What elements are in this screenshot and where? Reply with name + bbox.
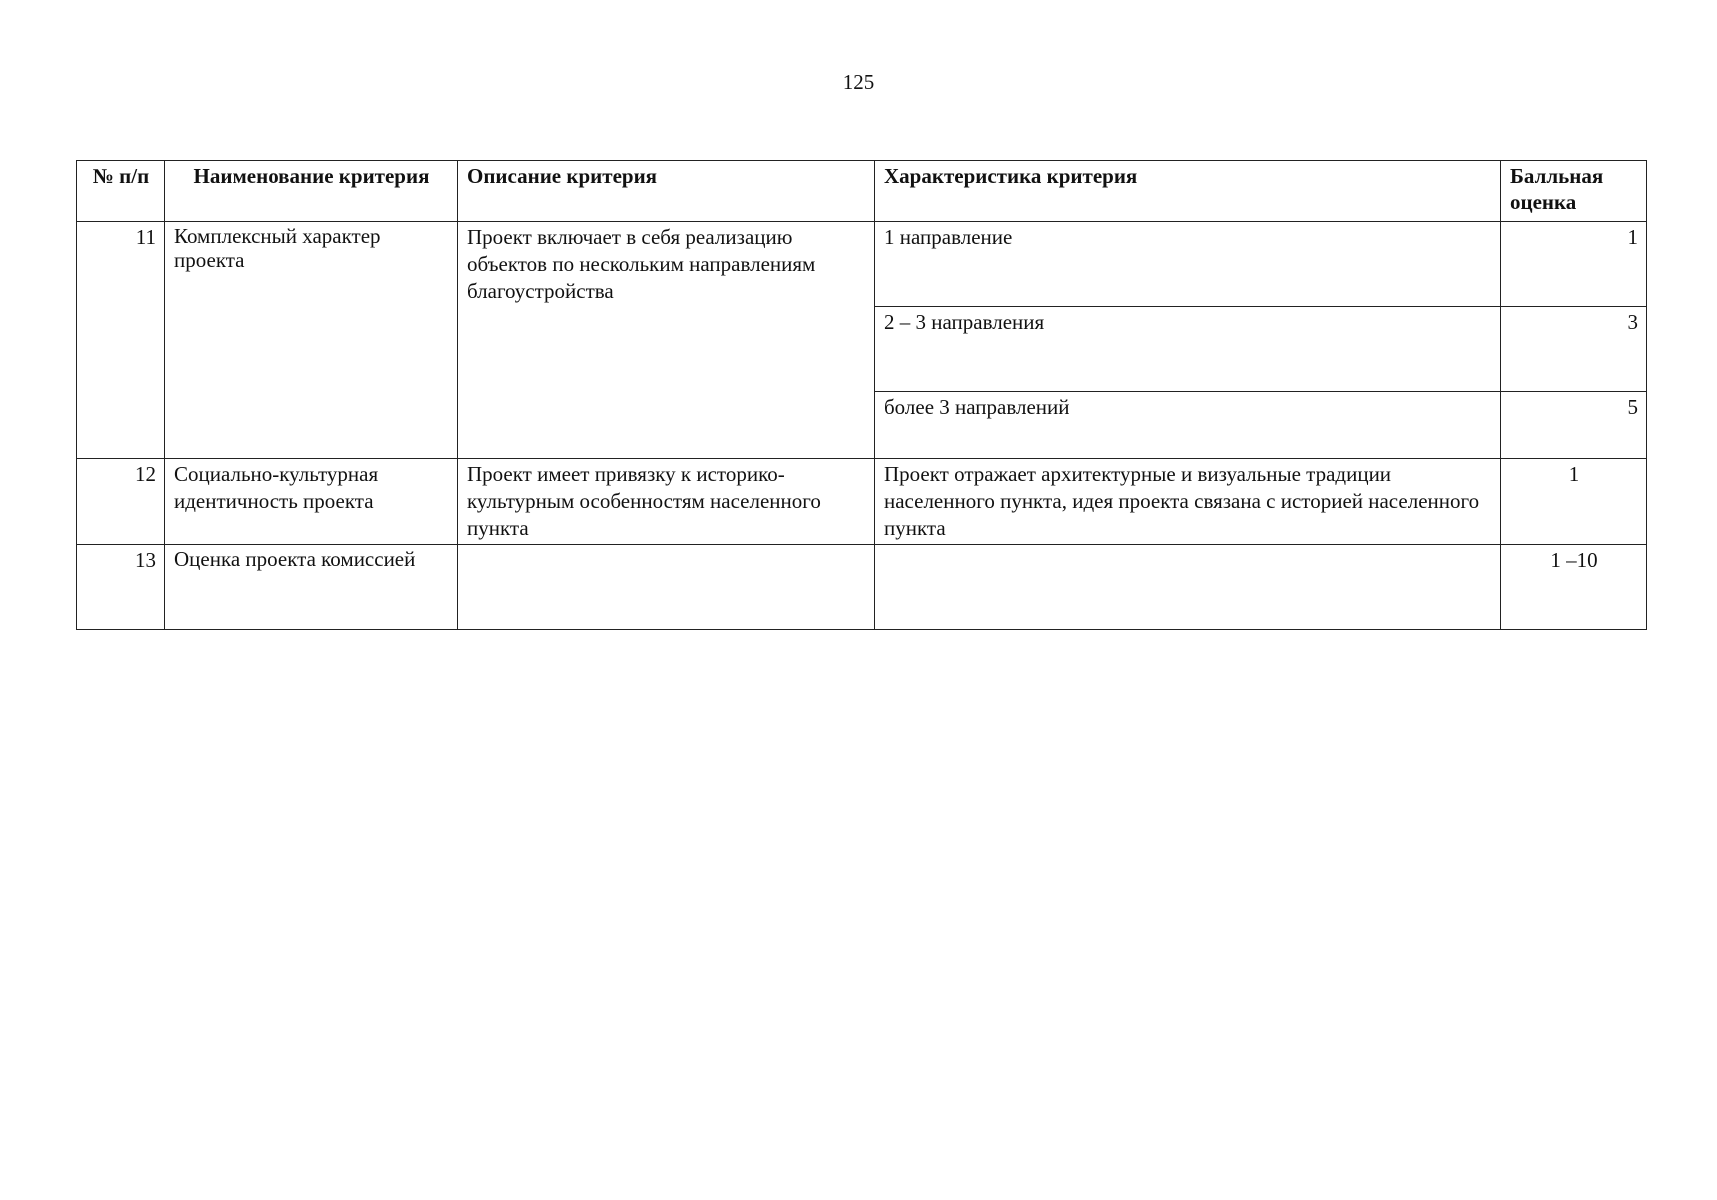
- header-num: № п/п: [77, 161, 165, 222]
- criteria-table: [76, 160, 1647, 630]
- criterion-name: Комплексный характер проекта: [165, 222, 458, 459]
- criterion-description: Проект включает в себя реализацию объектов по нескольким направлениям благоустройства: [458, 222, 875, 459]
- row-number: 11: [77, 222, 165, 459]
- criterion-score: 3: [1501, 307, 1647, 392]
- criterion-characteristic: 1 направление: [875, 222, 1501, 307]
- table-header-row: [77, 161, 1647, 222]
- page-number: 125: [842, 70, 875, 94]
- criterion-score: 1: [1501, 222, 1647, 307]
- header-characteristic: Характеристика критерия: [875, 161, 1501, 222]
- header-description: Описание критерия: [458, 161, 875, 222]
- criterion-characteristic: Проект отражает архитектурные и визуальные традиции населенного пункта, идея проекта связана с историей населенного пункта: [875, 459, 1501, 545]
- criterion-characteristic: более 3 направлений: [875, 392, 1501, 459]
- criterion-name: Социально-культурная идентичность проекта: [165, 459, 458, 545]
- criterion-characteristic: 2 – 3 направления: [875, 307, 1501, 392]
- table-row: [77, 222, 1647, 307]
- criterion-characteristic: [875, 545, 1501, 630]
- table-row: [77, 459, 1647, 545]
- table-row: [77, 545, 1647, 630]
- criterion-score: 1: [1501, 459, 1647, 545]
- row-number: 12: [77, 459, 165, 545]
- header-name: Наименование критерия: [165, 161, 458, 222]
- criterion-score: 5: [1501, 392, 1647, 459]
- row-number: 13: [77, 545, 165, 630]
- criterion-name: Оценка проекта комиссией: [165, 545, 458, 630]
- header-score: Балльная оценка: [1501, 161, 1647, 222]
- criterion-description: Проект имеет привязку к историко-культурным особенностям населенного пункта: [458, 459, 875, 545]
- criterion-description: [458, 545, 875, 630]
- criterion-score: 1 –10: [1501, 545, 1647, 630]
